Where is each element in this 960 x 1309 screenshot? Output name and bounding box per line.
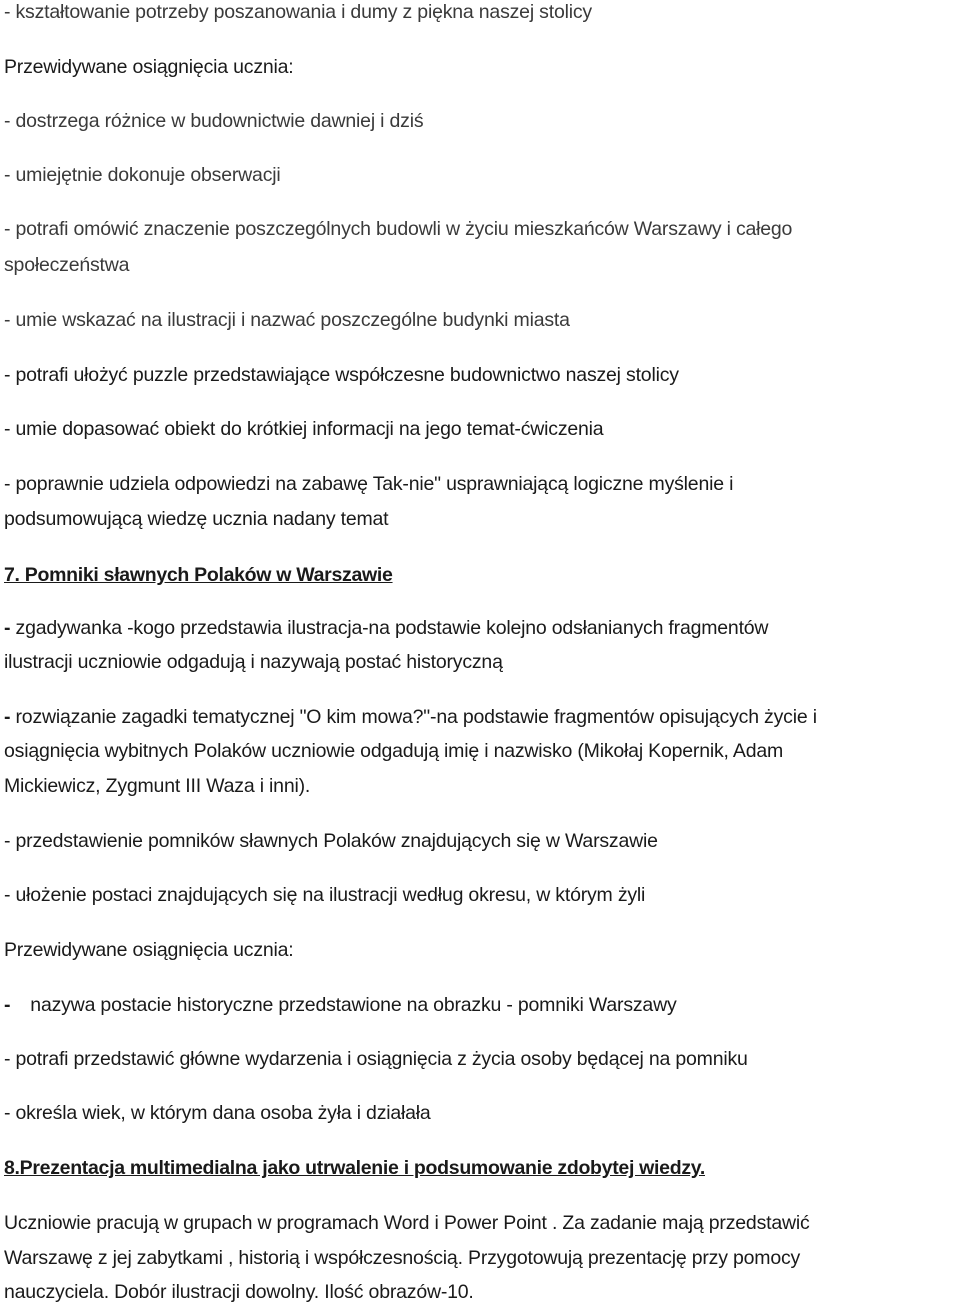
achievement-item: - potrafi ułożyć puzzle przedstawiające współczesne budownictwo naszej stolicy	[4, 364, 679, 386]
achievement-item-continued: podsumowującą wiedzę ucznia nadany temat	[4, 508, 389, 530]
activity-item	[4, 616, 956, 640]
section-8-heading: 8.Prezentacja multimedialna jako utrwalenie i podsumowanie zdobytej wiedzy.	[4, 1157, 705, 1179]
activity-item	[4, 705, 956, 729]
activity-item: - ułożenie postaci znajdujących się na ilustracji według okresu, w którym żyli	[4, 884, 646, 906]
activity-item: - przedstawienie pomników sławnych Polaków znajdujących się w Warszawie	[4, 830, 658, 852]
achievement-item: - potrafi przedstawić główne wydarzenia i osiągnięcia z życia osoby będącej na pomniku	[4, 1048, 748, 1070]
achievement-item: - umie wskazać na ilustracji i nazwać poszczególne budynki miasta	[4, 309, 570, 331]
achievement-item: - umie dopasować obiekt do krótkiej informacji na jego temat-ćwiczenia	[4, 418, 604, 440]
achievement-item-continued: społeczeństwa	[4, 254, 130, 276]
achievements-heading: Przewidywane osiągnięcia ucznia:	[4, 939, 294, 961]
activity-item-continued: Mickiewicz, Zygmunt III Waza i inni).	[4, 775, 311, 797]
bold-dash: -	[4, 706, 11, 728]
achievement-item: - potrafi omówić znaczenie poszczególnych budowli w życiu mieszkańców Warszawy i całego	[4, 218, 793, 240]
activity-item-continued: osiągnięcia wybitnych Polaków uczniowie odgadują imię i nazwisko (Mikołaj Kopernik, Adam	[4, 740, 784, 762]
achievement-item: - poprawnie udziela odpowiedzi na zabawę Tak-nie" usprawniającą logiczne myślenie i	[4, 473, 734, 495]
paragraph-line: Warszawę z jej zabytkami , historią i współczesnością. Przygotowują prezentację przy pomocy	[4, 1247, 801, 1269]
activity-item-continued: ilustracji uczniowie odgadują i nazywają postać historyczną	[4, 651, 503, 673]
goal-line: - kształtowanie potrzeby poszanowania i dumy z piękna naszej stolicy	[4, 1, 592, 23]
achievements-heading: Przewidywane osiągnięcia ucznia:	[4, 56, 294, 78]
activity-text: zgadywanka -kogo przedstawia ilustracja-na podstawie kolejno odsłanianych fragmentów	[10, 617, 769, 639]
achievement-item: - określa wiek, w którym dana osoba żyła i działała	[4, 1102, 431, 1124]
achievement-item	[4, 993, 956, 1017]
achievement-item: - dostrzega różnice w budownictwie dawniej i dziś	[4, 110, 424, 132]
achievement-text: nazywa postacie historyczne przedstawione na obrazku - pomniki Warszawy	[30, 994, 677, 1016]
section-7-heading: 7. Pomniki sławnych Polaków w Warszawie	[4, 564, 393, 586]
bold-dash: -	[4, 994, 11, 1016]
bold-dash: -	[4, 617, 11, 639]
paragraph-line: Uczniowie pracują w grupach w programach Word i Power Point . Za zadanie mają przedstawić	[4, 1212, 810, 1234]
activity-text: rozwiązanie zagadki tematycznej "O kim mowa?"-na podstawie fragmentów opisujących życie i	[10, 706, 817, 728]
paragraph-line: nauczyciela. Dobór ilustracji dowolny. Ilość obrazów-10.	[4, 1281, 474, 1303]
achievement-item: - umiejętnie dokonuje obserwacji	[4, 164, 281, 186]
